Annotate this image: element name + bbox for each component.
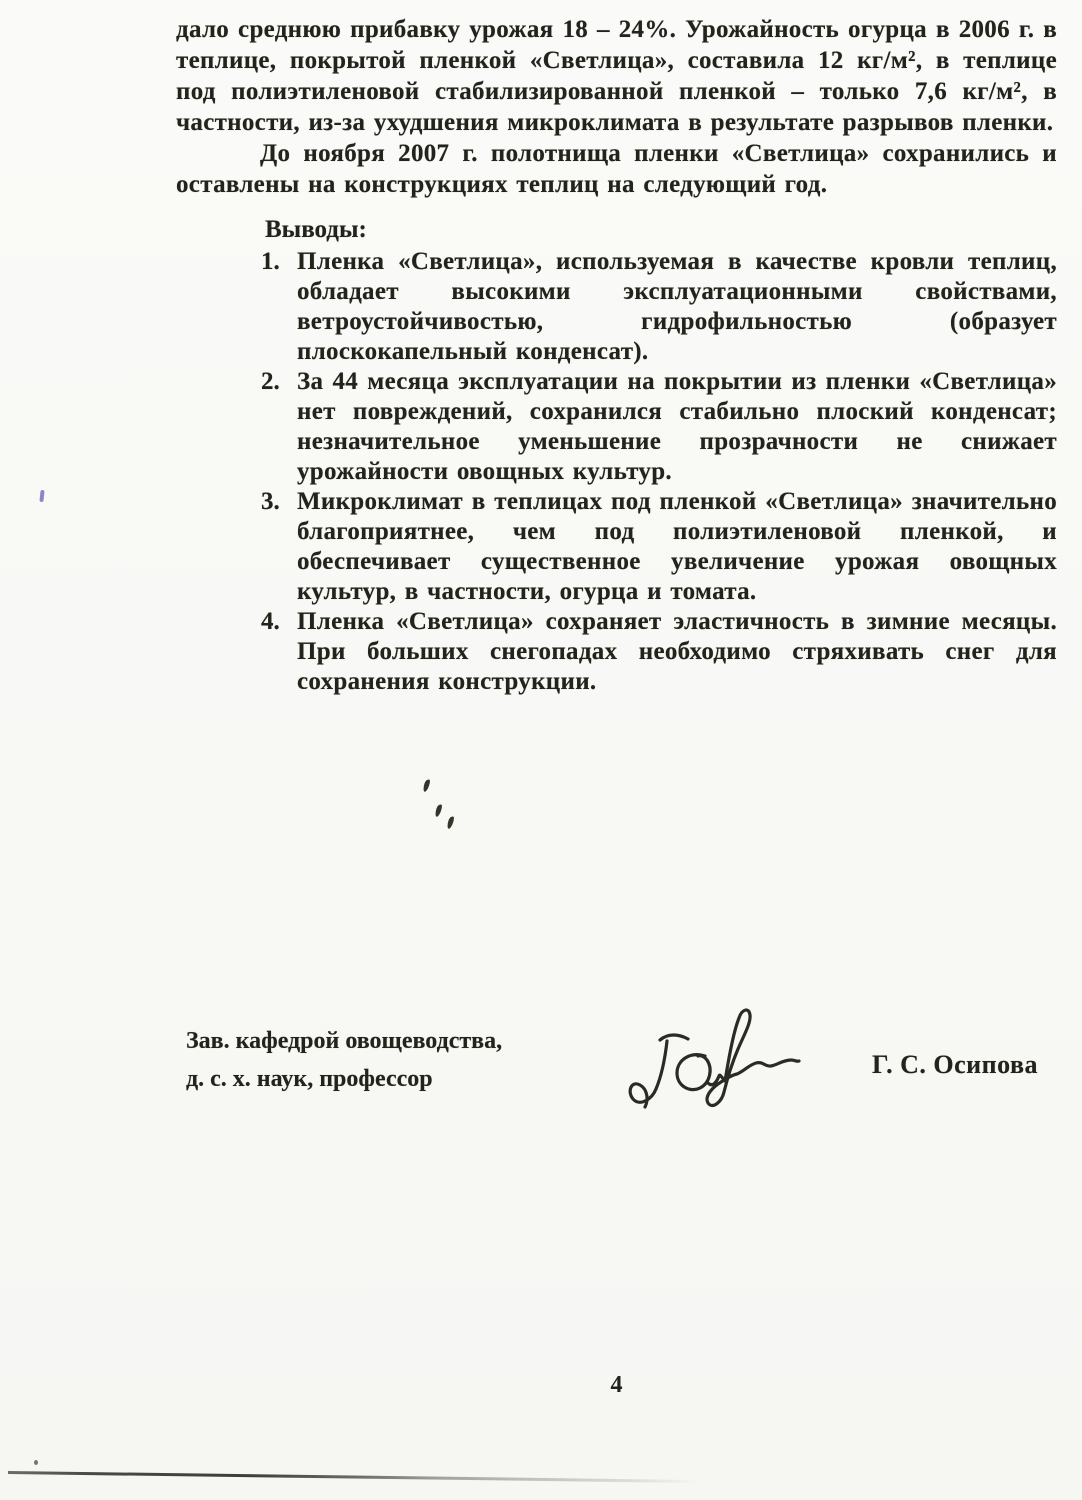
ink-speck — [422, 779, 431, 793]
conclusion-item-4 — [261, 607, 1057, 697]
scan-edge-line — [8, 1471, 698, 1483]
conclusion-text: За 44 месяца эксплуатации на покрытии из пленки «Светлица» нет повреждений, сохранился стабильно плоский конденсат; незначительное уменьшение прозрачности не снижает урожайности овощных культур. — [297, 368, 1057, 485]
conclusion-item-3 — [261, 487, 1057, 607]
signatory-position-line-2: д. с. х. наук, профессор — [186, 1066, 433, 1092]
ink-speck — [34, 1460, 38, 1465]
ink-speck-blue — [39, 490, 44, 502]
conclusion-number: 1. — [261, 248, 280, 275]
paragraph-yield-results: дало среднюю прибавку урожая 18 – 24%. Урожайность огурца в 2006 г. в теплице, покрытой пленкой «Светлица», составила 12 кг/м², в теплице под полиэтиленовой стабилизированной пленкой – только 7,6 кг/м², в частности, из-за ухудшения микроклимата в результате разрывов пленки. — [176, 16, 1057, 136]
ink-speck — [446, 816, 455, 830]
conclusion-text: Пленка «Светлица», используемая в качестве кровли теплиц, обладает высокими эксплуатационными свойствами, ветроустойчивостью, гидрофильностью (образует плоскокапельный конденсат). — [297, 248, 1057, 365]
conclusion-number: 4. — [261, 608, 280, 635]
conclusion-text: Пленка «Светлица» сохраняет эластичность в зимние месяцы. При больших снегопадах необходимо стряхивать снег для сохранения конструкции. — [297, 608, 1057, 695]
ink-speck — [434, 804, 443, 818]
signatory-name: Г. С. Осипова — [872, 1050, 1039, 1079]
handwritten-signature-icon — [610, 995, 840, 1135]
conclusion-number: 3. — [261, 488, 280, 515]
conclusion-item-1 — [261, 247, 1057, 367]
signatory-position — [186, 1022, 502, 1098]
main-text-column — [176, 14, 1057, 697]
conclusions-heading: Выводы: — [265, 216, 367, 243]
conclusion-item-2 — [261, 367, 1057, 487]
conclusions-list — [261, 247, 1057, 697]
conclusion-text: Микроклимат в теплицах под пленкой «Светлица» значительно благоприятнее, чем под полиэтиленовой пленкой, и обеспечивает существенное увеличение урожая овощных культур, в частности, огурца и томата. — [297, 488, 1057, 605]
conclusion-number: 2. — [261, 368, 280, 395]
page-number: 4 — [610, 1372, 623, 1398]
paragraph-film-preserved: До ноября 2007 г. полотнища пленки «Светлица» сохранились и оставлены на конструкциях теплиц на следующий год. — [176, 140, 1057, 198]
signatory-position-line-1: Зав. кафедрой овощеводства, — [186, 1028, 503, 1054]
